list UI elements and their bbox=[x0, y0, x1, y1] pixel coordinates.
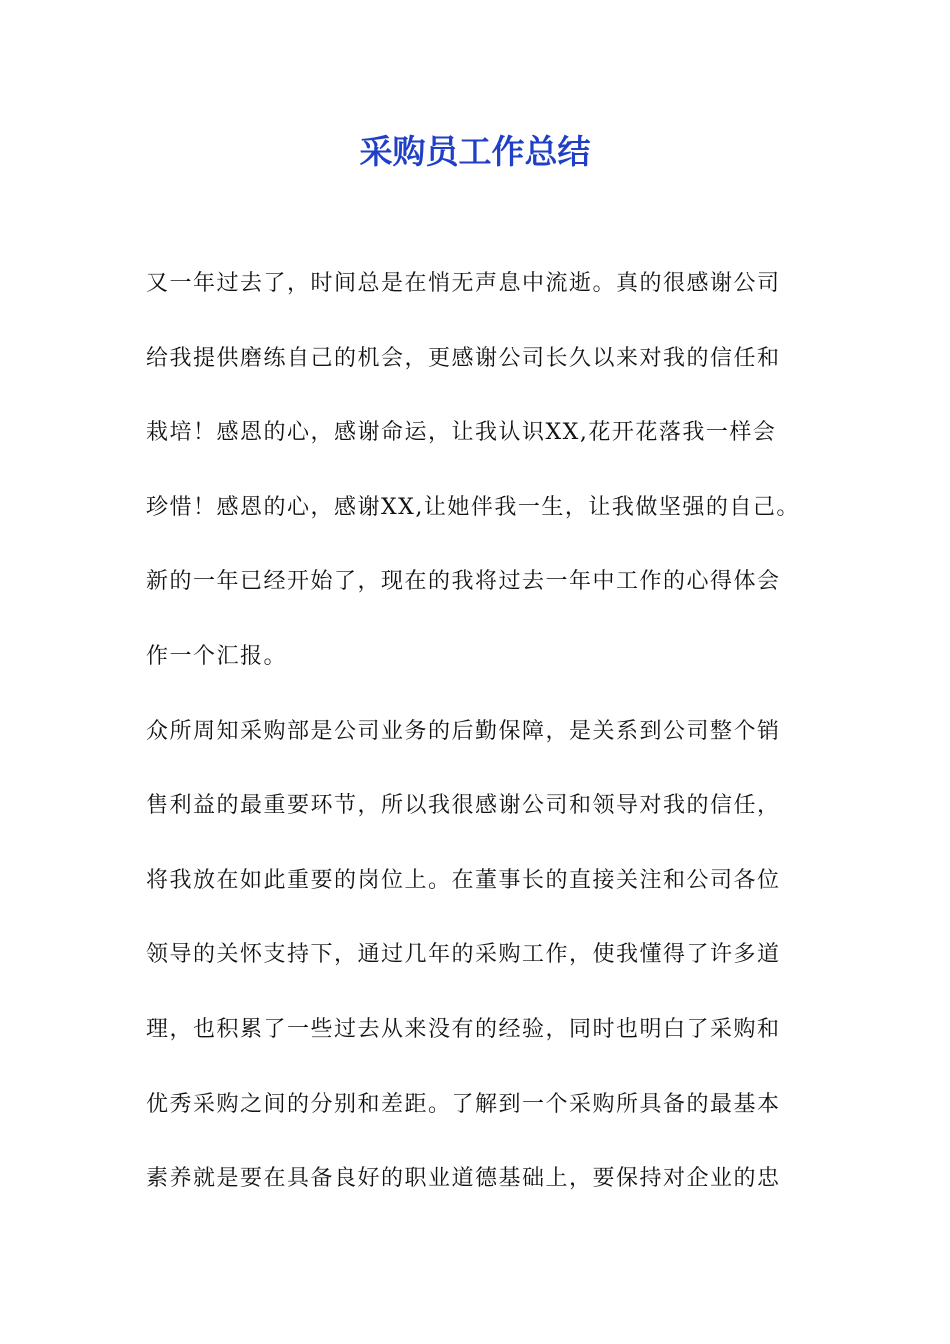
text-line: 优秀采购之间的分别和差距。了解到一个采购所具备的最基本 bbox=[146, 1091, 781, 1117]
text-line: 栽培！感恩的心，感谢命运，让我认识XX,花开花落我一样会 bbox=[146, 420, 777, 446]
text-line: 又一年过去了，时间总是在悄无声息中流逝。真的很感谢公司 bbox=[146, 271, 781, 296]
text-line: 素养就是要在具备良好的职业道德基础上，要保持对企业的忠 bbox=[146, 1166, 781, 1192]
text-line: 理，也积累了一些过去从来没有的经验，同时也明白了采购和 bbox=[146, 1016, 781, 1042]
text-line: 作一个汇报。 bbox=[146, 643, 288, 669]
text-line: 领导的关怀支持下，通过几年的采购工作，使我懂得了许多道 bbox=[146, 942, 781, 968]
text-line: 给我提供磨练自己的机会，更感谢公司长久以来对我的信任和 bbox=[146, 345, 781, 371]
text-line: 售利益的最重要环节，所以我很感谢公司和领导对我的信任， bbox=[146, 793, 781, 819]
document-body bbox=[146, 261, 826, 1231]
text-line: 新的一年已经开始了，现在的我将过去一年中工作的心得体会 bbox=[146, 569, 781, 595]
text-line: 众所周知采购部是公司业务的后勤保障，是关系到公司整个销 bbox=[146, 718, 781, 744]
text-line: 珍惜！感恩的心，感谢XX,让她伴我一生，让我做坚强的自己。 bbox=[146, 494, 800, 520]
document-title: 采购员工作总结 bbox=[359, 132, 591, 171]
text-line: 将我放在如此重要的岗位上。在董事长的直接关注和公司各位 bbox=[146, 867, 781, 893]
